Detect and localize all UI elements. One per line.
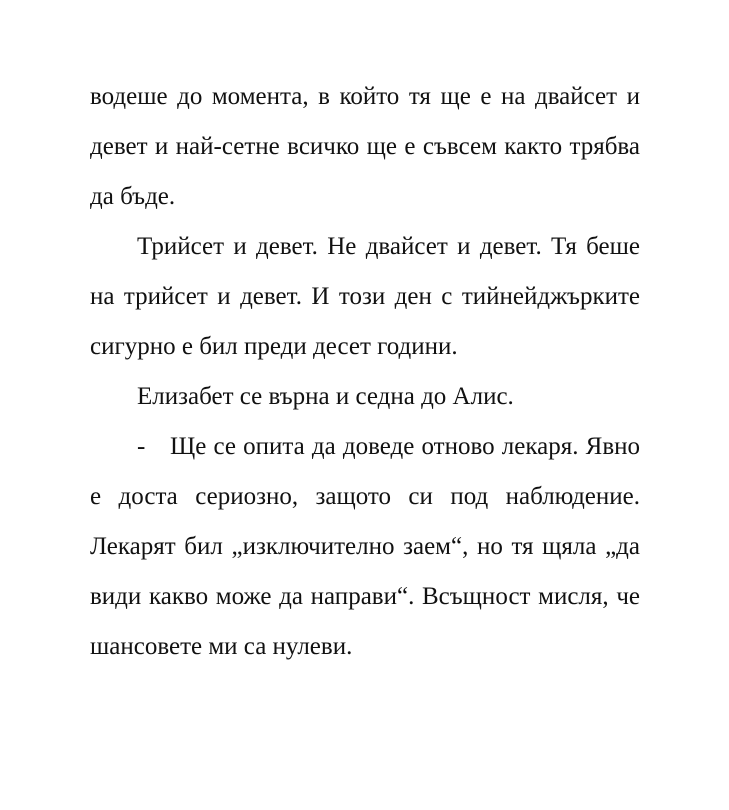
paragraph-3: Елизабет се върна и седна до Алис. — [137, 383, 514, 410]
document-body — [90, 72, 640, 672]
dialogue-dash: - — [137, 433, 146, 460]
paragraph-4-dialogue — [90, 422, 640, 672]
paragraph-2: Трийсет и девет. Не двайсет и девет. Тя беше на трийсет и девет. И този ден с тийнейджърките сигурно е бил преди десет години. — [90, 233, 640, 360]
paragraph-1: водеше до момента, в който тя ще е на двайсет и девет и най-сетне всичко ще е съвсем както трябва да бъде. — [90, 83, 640, 210]
paragraph-4-text: Ще се опита да доведе отново лекаря. Явно е доста сериозно, защото си под наблюдение. Лекарят бил „изключително заем“, но тя щяла „да види какво може да направи“. Всъщност мисля, че шансовете ми са нулеви. — [90, 433, 640, 660]
